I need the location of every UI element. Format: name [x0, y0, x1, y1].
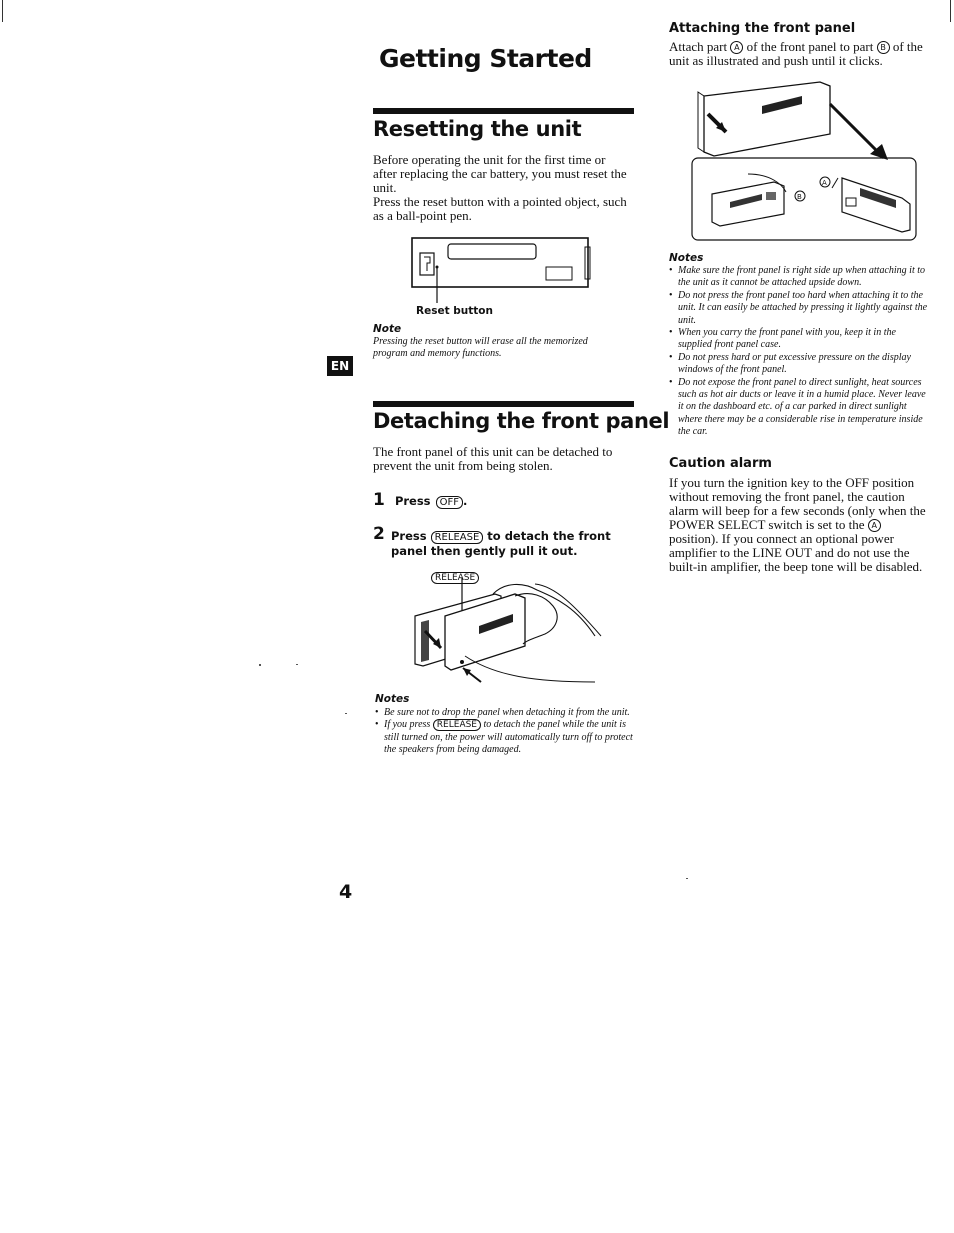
detaching-notes [375, 707, 633, 757]
svg-text:B: B [797, 193, 802, 201]
attaching-note-5: • Do not expose the front panel to direct sunlight, heat sources such as hot air ducts or leave it in a humid place. Never leave it on the dashboard etc. of a car parked in direct sunlight where there may be a considerable rise in temperature inside the car. [669, 377, 931, 439]
step-2-number: 2 [373, 524, 385, 544]
detaching-note-2 [375, 719, 633, 756]
release-key: RELEASE [431, 531, 484, 544]
language-tab: EN [327, 356, 353, 376]
resetting-body-2: Press the reset button with a pointed object, such as a ball-point pen. [373, 194, 627, 223]
resetting-note-text: Pressing the reset button will erase all the memorized program and memory functions. [373, 336, 588, 360]
scan-speck [345, 713, 347, 714]
note-2-suffix: to detach the panel while the unit is still turned on, the power will automatically turn off to protect the speakers from being damaged. [384, 719, 633, 756]
note-2-prefix: If you press [384, 719, 431, 731]
attaching-body-b: of the front panel to part [746, 39, 874, 54]
step-2-prefix: Press [391, 529, 427, 543]
attaching-heading: Attaching the front panel [669, 21, 856, 36]
resetting-heading: Resetting the unit [373, 117, 582, 141]
attaching-notes-title: Notes [669, 252, 704, 264]
step-2 [373, 524, 633, 558]
step-1 [373, 490, 467, 510]
section-rule [373, 108, 634, 114]
page-number: 4 [339, 881, 353, 903]
part-a-marker: A [730, 41, 743, 54]
svg-text:A: A [822, 179, 827, 187]
part-a-marker-caution: A [868, 519, 881, 532]
detaching-note-1: • Be sure not to drop the panel when detaching it from the unit. [375, 707, 633, 719]
detach-panel-illustration [405, 576, 615, 688]
caution-body [669, 476, 931, 574]
detaching-heading: Detaching the front panel [373, 409, 670, 433]
release-key-figure: RELEASE [431, 572, 479, 584]
page-edge-mark [950, 0, 951, 22]
attaching-note-4: • Do not press hard or put excessive pressure on the display windows of the front panel. [669, 352, 931, 377]
step-1-prefix: Press [394, 494, 431, 508]
caution-body-b: position). If you connect an optional power amplifier to the LINE OUT and do not use the built-in amplifier, the beep tone will be disabled. [669, 531, 923, 574]
resetting-body-1: Before operating the unit for the first time or after replacing the car battery, you must reset the unit. [373, 152, 627, 195]
attaching-note-2: • Do not press the front panel too hard when attaching it to the unit. It can easily be attached by pressing it lightly against the unit. [669, 290, 931, 327]
detaching-notes-title: Notes [375, 693, 410, 705]
caution-heading: Caution alarm [669, 456, 772, 471]
page-edge-mark [2, 0, 3, 22]
attaching-body-c: of the unit as illustrated and push until it clicks. [669, 39, 923, 68]
resetting-body [373, 153, 628, 223]
attaching-note-1: • Make sure the front panel is right side up when attaching it to the unit as it cannot be attached upside down. [669, 265, 931, 290]
release-key-note: RELEASE [433, 719, 481, 731]
off-key: OFF [436, 496, 463, 509]
step-1-suffix: . [463, 494, 468, 508]
reset-button-label: Reset button [416, 305, 493, 317]
attaching-body [669, 40, 927, 68]
step-1-number: 1 [373, 490, 385, 510]
reset-button-illustration [410, 235, 592, 305]
attaching-note-3: • When you carry the front panel with you, keep it in the supplied front panel case. [669, 327, 931, 352]
scan-speck [686, 878, 688, 879]
attaching-body-a: Attach part [669, 39, 728, 54]
resetting-note-title: Note [373, 323, 402, 335]
scan-speck [259, 664, 261, 666]
part-b-marker: B [877, 41, 890, 54]
detaching-body: The front panel of this unit can be detached to prevent the unit from being stolen. [373, 444, 613, 473]
page-title: Getting Started [379, 44, 592, 73]
scan-speck [296, 664, 298, 665]
section-rule [373, 401, 634, 407]
step-2-suffix: to detach the front panel then gently pull it out. [391, 529, 611, 558]
attaching-notes [669, 265, 931, 439]
caution-body-a: If you turn the ignition key to the OFF position without removing the front panel, the caution alarm will beep for a few seconds (only when the POWER SELECT switch is set to the [669, 475, 926, 532]
attach-panel-illustration [690, 74, 920, 242]
